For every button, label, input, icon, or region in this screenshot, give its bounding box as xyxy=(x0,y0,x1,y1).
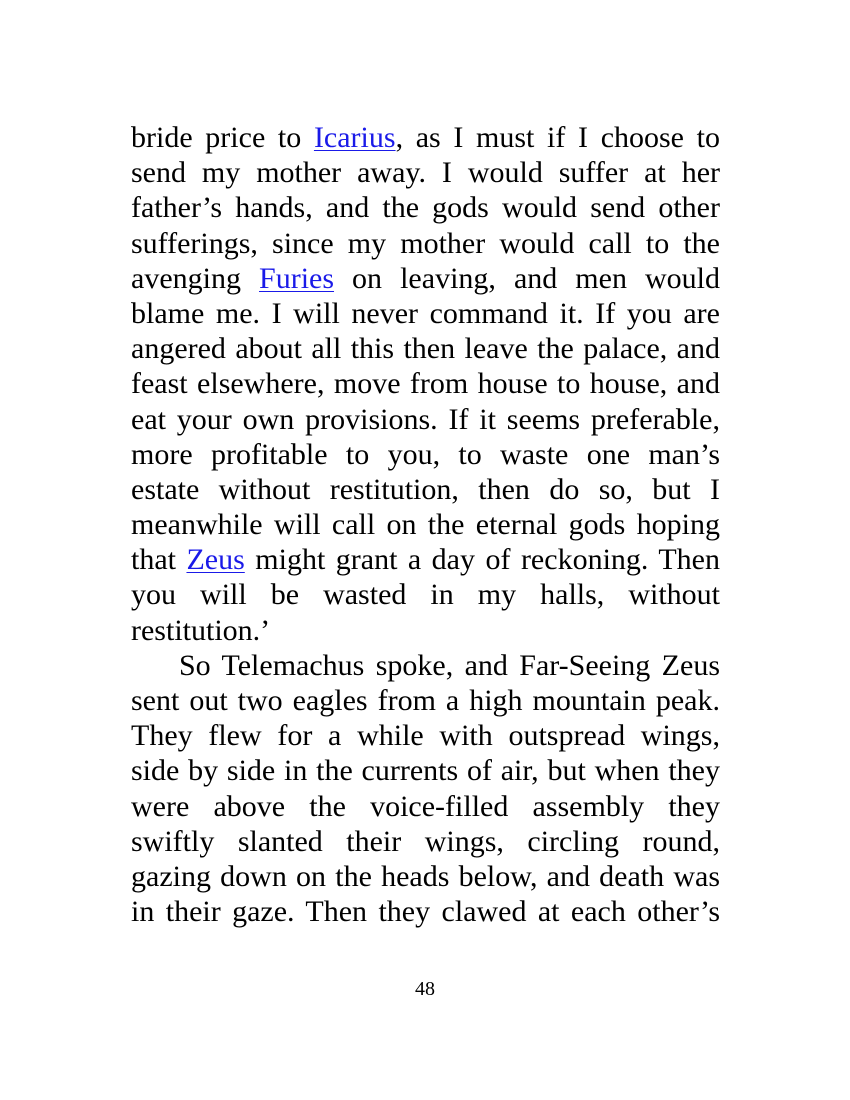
text-run: were above the voice-filled assembly they xyxy=(131,789,720,823)
text-run: , as I must if I choose to xyxy=(395,121,721,154)
text-line xyxy=(131,437,720,472)
page-number: 48 xyxy=(415,978,435,1000)
text-line xyxy=(131,718,720,753)
text-run: feast elsewhere, move from house to house, and xyxy=(131,367,720,401)
text-line xyxy=(131,402,720,437)
text-line xyxy=(131,155,720,190)
text-line xyxy=(131,683,720,718)
text-run: sent out two eagles from a high mountain peak. xyxy=(131,684,720,717)
text-line xyxy=(131,789,720,824)
text-run: avenging xyxy=(131,261,260,295)
text-run: estate without restitution, then do so, but I xyxy=(131,472,720,506)
text-line xyxy=(131,331,720,366)
text-run: more profitable to you, to waste one man’s xyxy=(131,437,720,471)
text-run: bride price to xyxy=(131,121,314,154)
text-run: eat your own provisions. If it seems preferable, xyxy=(131,402,720,436)
text-line xyxy=(131,226,720,261)
text-run: father’s hands, and the gods would send other xyxy=(131,191,720,225)
glossary-link-icarius[interactable]: Icarius xyxy=(313,121,396,154)
text-run: sufferings, since my mother would call to the xyxy=(131,226,720,260)
text-run: angered about all this then leave the palace, and xyxy=(131,332,720,366)
text-run: swiftly slanted their wings, circling round, xyxy=(131,824,720,858)
text-line xyxy=(131,648,720,683)
text-line xyxy=(131,753,720,788)
text-run: that xyxy=(131,543,187,577)
text-line xyxy=(131,190,720,225)
text-run: meanwhile will call on the eternal gods hoping xyxy=(131,508,720,542)
text-line xyxy=(131,894,720,929)
text-run: They flew for a while with outspread wings, xyxy=(131,719,720,753)
text-line xyxy=(131,472,720,507)
text-line xyxy=(131,261,720,296)
body-text xyxy=(131,120,720,929)
text-line xyxy=(131,824,720,859)
text-run: So Telemachus spoke, and Far-Seeing Zeus xyxy=(179,648,720,682)
text-line xyxy=(131,366,720,401)
text-run: might grant a day of reckoning. Then xyxy=(244,543,720,577)
text-line xyxy=(131,613,720,648)
text-run: on leaving, and men would xyxy=(334,261,720,295)
text-line xyxy=(131,507,720,542)
text-line xyxy=(131,859,720,894)
text-run: blame me. I will never command it. If you are xyxy=(131,296,720,330)
text-run: you will be wasted in my halls, without xyxy=(131,578,720,612)
glossary-link-furies[interactable]: Furies xyxy=(259,261,335,295)
text-run: gazing down on the heads below, and death was xyxy=(131,859,720,893)
text-run: send my mother away. I would suffer at her xyxy=(131,156,720,190)
text-line xyxy=(131,542,720,577)
text-run: in their gaze. Then they clawed at each other’s xyxy=(131,895,720,929)
text-line xyxy=(131,577,720,612)
text-run: restitution.’ xyxy=(131,613,271,647)
glossary-link-zeus[interactable]: Zeus xyxy=(186,543,245,577)
text-line xyxy=(131,296,720,331)
text-line xyxy=(131,120,720,155)
text-run: side by side in the currents of air, but when they xyxy=(131,754,720,788)
